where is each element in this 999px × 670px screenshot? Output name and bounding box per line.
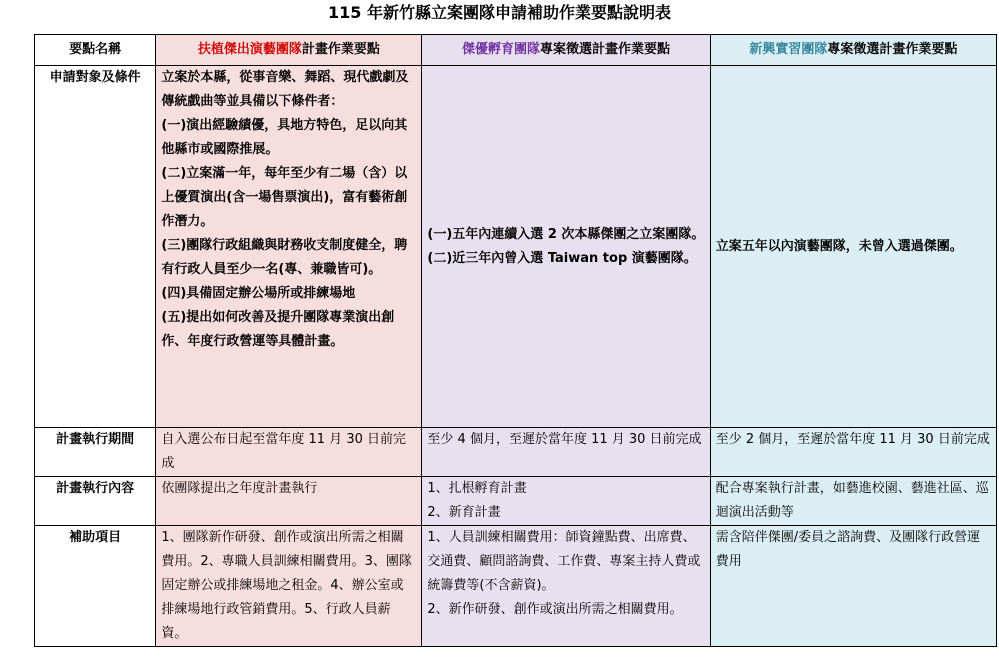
header-highlight: 扶植傑出演藝團隊 — [197, 42, 302, 57]
subsidy-item: 1、人員訓練相關費用：師資鐘點費、出席費、交通費、顧問諮詢費、工作費、專案主持人費或統籌費等(不含薪資)。 — [427, 530, 701, 593]
period-emerging: 至少 2 個月，至遲於當年度 11 月 30 日前完成 — [710, 428, 996, 477]
table-header-row — [35, 35, 997, 66]
content-emerging: 配合專案執行計畫，如藝進校園、藝進社區、巡迴演出活動等 — [710, 477, 996, 526]
period-outstanding: 自入選公布日起至當年度 11 月 30 日前完成 — [156, 428, 422, 477]
row-label: 計畫執行內容 — [35, 477, 156, 526]
eligibility-item: (四)具備固定辦公場所或排練場地 — [161, 286, 356, 301]
table-row-period — [35, 428, 997, 477]
header-cell-emerging — [710, 35, 996, 66]
subsidy-incubation — [422, 526, 710, 647]
header-rest: 專案徵選計畫作業要點 — [540, 42, 671, 57]
subsidy-emerging: 需含陪伴傑團/委員之諮詢費、及團隊行政營運費用 — [710, 526, 996, 647]
table-row-content — [35, 477, 997, 526]
table-row-eligibility — [35, 66, 997, 428]
guidelines-table — [34, 34, 997, 647]
eligibility-incubation — [422, 66, 710, 428]
table-row-subsidy — [35, 526, 997, 647]
eligibility-item: 立案於本縣，從事音樂、舞蹈、現代戲劇及傳統戲曲等並具備以下條件者： — [161, 70, 409, 109]
eligibility-item: (一)五年內連續入選 2 次本縣傑團之立案團隊。 — [427, 226, 705, 242]
header-rest: 計畫作業要點 — [301, 42, 380, 57]
header-cell-name: 要點名稱 — [35, 35, 156, 66]
page-title: 115 年新竹縣立案團隊申請補助作業要點說明表 — [328, 3, 671, 22]
content-item: 2、新育計畫 — [427, 505, 501, 520]
content-incubation — [422, 477, 710, 526]
eligibility-item: (三)團隊行政組織與財務收支制度健全，聘有行政人員至少一名(專、兼職皆可)。 — [161, 238, 408, 277]
header-cell-outstanding — [156, 35, 422, 66]
content-item: 1、扎根孵育計畫 — [427, 481, 527, 496]
eligibility-outstanding — [156, 66, 422, 428]
eligibility-item: (一)演出經驗績優，具地方特色，足以向其他縣市或國際推展。 — [161, 118, 408, 157]
subsidy-item: 2、新作研發、創作或演出所需之相關費用。 — [427, 602, 683, 617]
row-label: 計畫執行期間 — [35, 428, 156, 477]
row-label: 補助項目 — [35, 526, 156, 647]
eligibility-item: (二)近三年內曾入選 Taiwan top 演藝團隊。 — [427, 250, 697, 266]
eligibility-item: (五)提出如何改善及提升團隊專業演出創作、年度行政營運等具體計畫。 — [161, 310, 395, 349]
content-outstanding: 依團隊提出之年度計畫執行 — [156, 477, 422, 526]
header-rest: 專案徵選計畫作業要點 — [827, 42, 958, 57]
eligibility-item: (二)立案滿一年，每年至少有二場（含）以上優質演出(含一場售票演出)，富有藝術創作潛力。 — [161, 166, 408, 229]
subsidy-outstanding: 1、團隊新作研發、創作或演出所需之相關費用。2、專職人員訓練相關費用。3、團隊固定辦公或排練場地之租金。4、辦公室或排練場地行政管銷費用。5、行政人員薪資。 — [156, 526, 422, 647]
period-incubation: 至少 4 個月，至遲於當年度 11 月 30 日前完成 — [422, 428, 710, 477]
row-label: 申請對象及條件 — [35, 66, 156, 428]
eligibility-emerging: 立案五年以內演藝團隊，未曾入選過傑團。 — [710, 66, 996, 428]
header-highlight: 傑優孵育團隊 — [462, 42, 541, 57]
header-cell-incubation — [422, 35, 710, 66]
header-highlight: 新興實習團隊 — [749, 42, 828, 57]
